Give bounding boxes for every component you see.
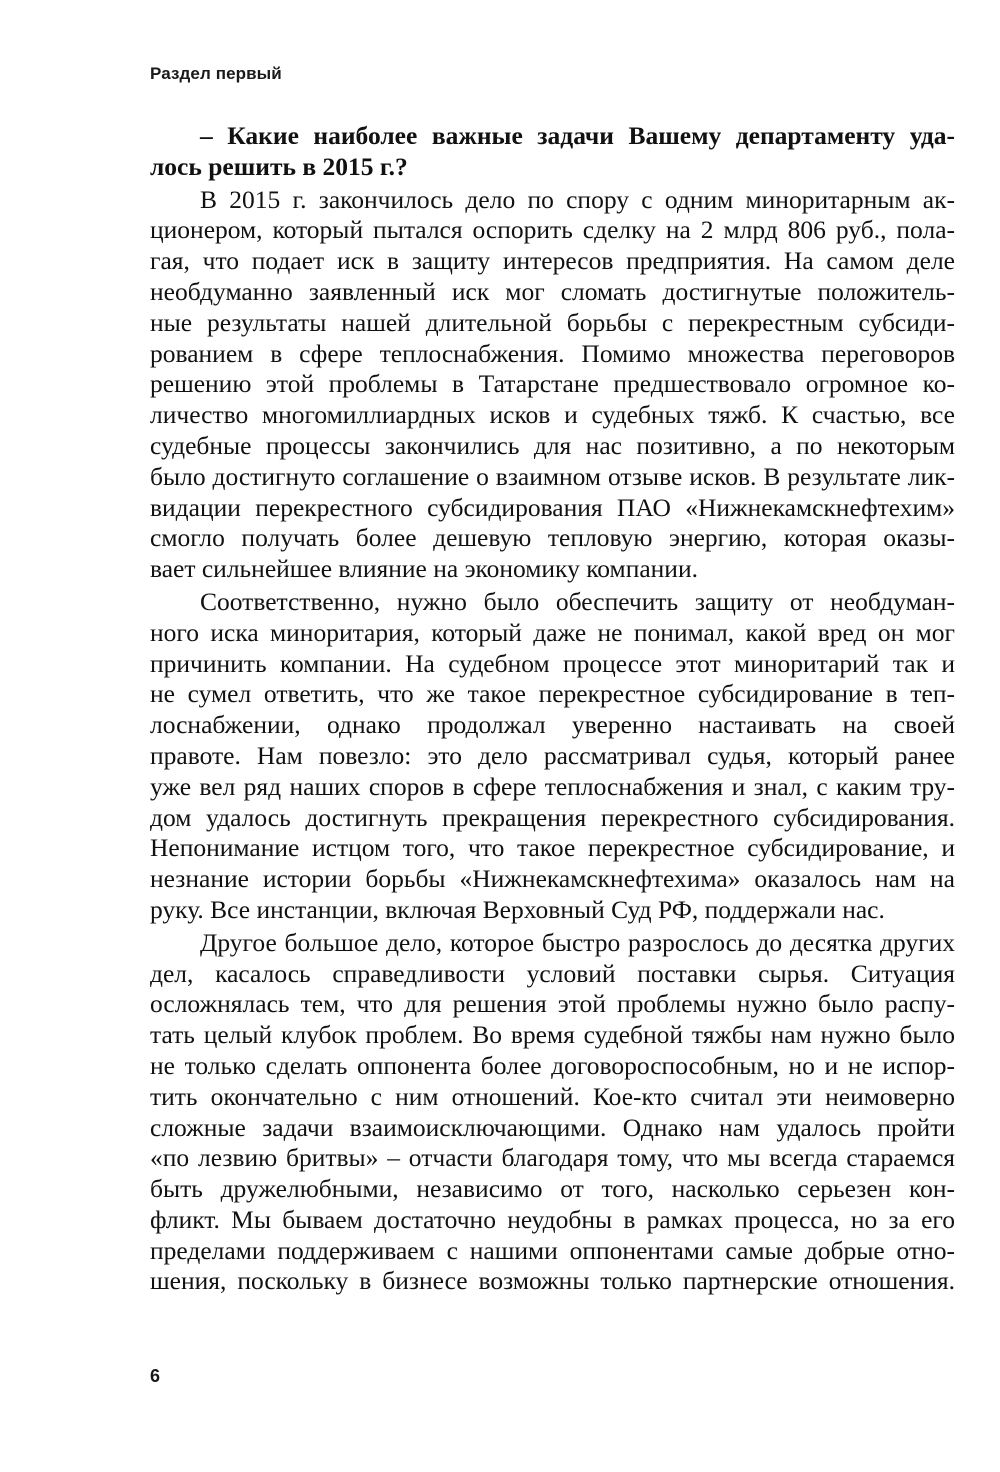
page-number: 6	[150, 1366, 161, 1386]
text-line: В 2015 г. закончилось дело по спору с одним миноритарным ак-	[200, 184, 955, 214]
text-line: Соответственно, нужно было обеспечить защиту от необдуман-	[200, 586, 955, 616]
text-line: дел, касалось справедливости условий поставки сырья. Ситуация	[150, 958, 955, 988]
text-line: личество многомиллиардных исков и судебных тяжб. К счастью, все	[150, 400, 955, 430]
text-line: осложнялась тем, что для решения этой проблемы нужно было распу-	[150, 989, 955, 1019]
text-line: фликт. Мы бываем достаточно неудобны в рамках процесса, но за его	[150, 1204, 955, 1234]
text-line: лоснабжении, однако продолжал уверенно настаивать на своей	[150, 710, 955, 740]
text-line: уже вел ряд наших споров в сфере теплоснабжения и знал, с каким тру-	[150, 771, 955, 801]
text-line: необдуманно заявленный иск мог сломать достигнутые положитель-	[150, 276, 955, 306]
text-line: правоте. Нам повезло: это дело рассматривал судья, который ранее	[150, 740, 955, 770]
text-line: сложные задачи взаимоисключающими. Однако нам удалось пройти	[150, 1112, 955, 1142]
text-line: дом удалось достигнуть прекращения перекрестного субсидирования.	[150, 802, 955, 832]
text-line: было достигнуто соглашение о взаимном отзыве исков. В результате лик-	[150, 461, 955, 491]
text-line: «по лезвию бритвы» – отчасти благодаря тому, что мы всегда стараемся	[150, 1143, 955, 1173]
paragraph-3	[150, 928, 955, 1298]
text-line: ного иска миноритария, который даже не понимал, какой вред он мог	[150, 617, 955, 647]
text-line: тать целый клубок проблем. Во время судебной тяжбы нам нужно было	[150, 1020, 955, 1050]
text-line: не сумел ответить, что же такое перекрестное субсидирование в теп-	[150, 679, 955, 709]
text-line: Непонимание истцом того, что такое перекрестное субсидирование, и	[150, 833, 955, 863]
text-line: ционером, который пытался оспорить сделку на 2 млрд 806 руб., пола-	[150, 215, 955, 245]
text-line: незнание истории борьбы «Нижнекамскнефтехима» оказалось нам на	[150, 864, 955, 894]
paragraph-1	[150, 185, 955, 585]
text-line: пределами поддерживаем с нашими оппонентами самые добрые отно-	[150, 1235, 955, 1265]
question-line: – Какие наиболее важные задачи Вашему департаменту уда-	[200, 121, 955, 150]
text-line: рованием в сфере теплоснабжения. Помимо множества переговоров	[150, 338, 955, 368]
text-line: быть дружелюбными, независимо от того, насколько серьезен кон-	[150, 1174, 955, 1204]
text-line: решению этой проблемы в Татарстане предшествовало огромное ко-	[150, 369, 955, 399]
text-line: тить окончательно с ним отношений. Кое-кто считал эти неимоверно	[150, 1081, 955, 1111]
text-line: шения, поскольку в бизнесе возможны только партнерские отношения.	[150, 1266, 955, 1296]
running-head: Раздел первый	[150, 64, 282, 83]
question-line: лось решить в 2015 г.?	[150, 151, 408, 181]
paragraph-2	[150, 587, 955, 926]
text-line: смогло получать более дешевую тепловую энергию, которая оказы-	[150, 523, 955, 553]
text-line: Другое большое дело, которое быстро разрослось до десятка других	[200, 927, 955, 957]
text-line: причинить компании. На судебном процессе этот миноритарий так и	[150, 648, 955, 678]
text-line: гая, что подает иск в защиту интересов предприятия. На самом деле	[150, 246, 955, 276]
text-line: видации перекрестного субсидирования ПАО «Нижнекамскнефтехим»	[150, 492, 955, 522]
text-line: не только сделать оппонента более договороспособным, но и не испор-	[150, 1050, 955, 1080]
body-text	[150, 121, 955, 1297]
text-line: вает сильнейшее влияние на экономику компании.	[150, 554, 698, 584]
text-line: судебные процессы закончились для нас позитивно, а по некоторым	[150, 430, 955, 460]
interview-question	[150, 121, 955, 183]
text-line: руку. Все инстанции, включая Верховный Суд РФ, поддержали нас.	[150, 894, 885, 924]
text-line: ные результаты нашей длительной борьбы с перекрестным субсиди-	[150, 307, 955, 337]
